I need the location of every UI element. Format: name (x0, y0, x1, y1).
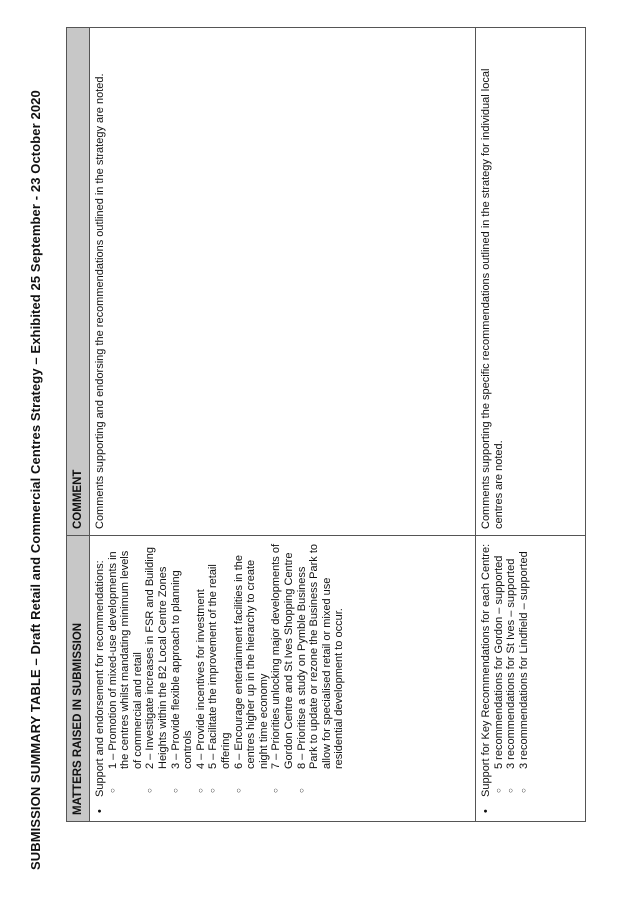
recommendation-item: ○ 1 – Promotion of mixed-use developments in the centres whilst mandating minimum levels of commercial and retail (107, 542, 145, 769)
recommendation-list (493, 542, 531, 797)
table-header-row (67, 28, 90, 822)
matters-list (94, 542, 346, 815)
recommendation-item: ○ 5 recommendations for Gordon – supported (493, 542, 506, 769)
recommendation-item: ○ 8 – Prioritise a study on Pymble Business Park to update or rezone the Business Park to allow for specialised retail or mixed use residential development to occur. (296, 542, 346, 769)
matter-item (480, 542, 530, 797)
recommendation-item: ○ 3 – Provide flexible approach to planning controls (170, 542, 195, 769)
recommendation-item: ○ 3 recommendations for Lindfield – supported (518, 542, 531, 769)
comment-cell: Comments supporting the specific recommendations outlined in the strategy for individual local centres are noted. (476, 28, 586, 536)
matter-item (94, 542, 346, 797)
header-matters: MATTERS RAISED IN SUBMISSION (67, 536, 90, 822)
document-heading: SUBMISSION SUMMARY TABLE – Draft Retail and Commercial Centres Strategy – Exhibited 25 September - 23 October 2020 (28, 90, 43, 870)
matters-list (480, 542, 530, 815)
header-comment: COMMENT (67, 28, 90, 536)
recommendation-item: ○ 3 recommendations for St Ives – supported (505, 542, 518, 769)
recommendation-item: ○ 7 – Priorities unlocking major developments of Gordon Centre and St Ives Shopping Centre (270, 542, 295, 769)
matter-intro: Support and endorsement for recommendations: (94, 560, 106, 797)
submission-summary-table (66, 27, 586, 822)
recommendation-item: ○ 6 – Encourage entertainment facilities in the centres higher up in the hierarchy to create night time economy (233, 542, 271, 769)
recommendation-item: ○ 4 – Provide incentives for investment (195, 542, 208, 769)
table-row (476, 28, 586, 822)
table-row (90, 28, 476, 822)
recommendation-list (107, 542, 346, 797)
matter-intro: Support for Key Recommendations for each Centre: (480, 543, 492, 797)
matters-cell (476, 536, 586, 822)
comment-cell: Comments supporting and endorsing the recommendations outlined in the strategy are noted. (90, 28, 476, 536)
matters-cell (90, 536, 476, 822)
recommendation-item: ○ 5 – Facilitate the improvement of the retail offering (207, 542, 232, 769)
recommendation-item: ○ 2 – Investigate increases in FSR and Building Heights within the B2 Local Centre Zones (144, 542, 169, 769)
